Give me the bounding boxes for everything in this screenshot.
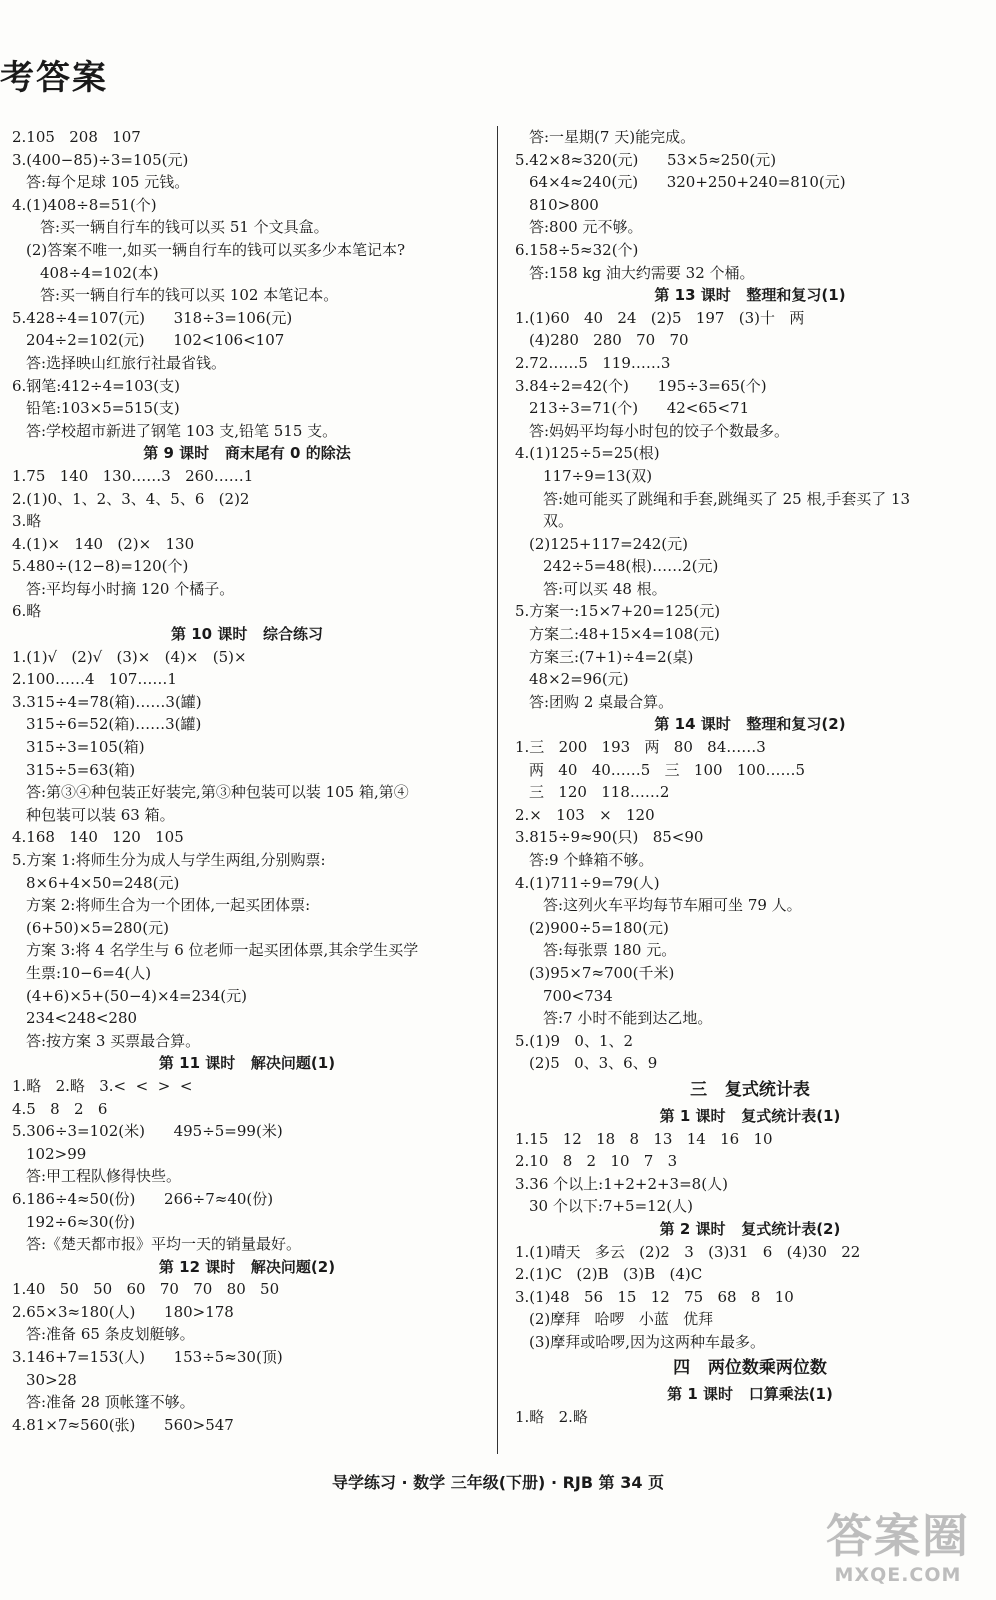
- answer-line: 2.× 103 × 120: [515, 805, 655, 824]
- answer-line: 315÷5=63(箱): [26, 760, 136, 779]
- answer-line: 1.75 140 130……3 260……1: [12, 466, 254, 485]
- answer-line: 5.方案 1:将师生分为成人与学生两组,分别购票:: [12, 851, 326, 869]
- answer-line: 2.(1)C (2)B (3)B (4)C: [515, 1265, 703, 1284]
- answer-line: 1.略 2.略: [515, 1408, 588, 1427]
- answer-line: (2)答案不唯一,如买一辆自行车的钱可以买多少本笔记本?: [26, 240, 406, 259]
- answer-line: 方案二:48+15×4=108(元): [529, 625, 720, 644]
- answer-line: 3.(1)48 56 15 12 75 68 8 10: [515, 1287, 794, 1306]
- answer-line: 315÷6=52(箱)……3(罐): [26, 715, 202, 734]
- answer-line: 4.81×7≈560(张) 560>547: [12, 1415, 234, 1434]
- answer-line: 6.略: [12, 602, 42, 621]
- answer-line: 102>99: [26, 1144, 87, 1163]
- answer-line: 种包装可以装 63 箱。: [26, 805, 175, 824]
- answer-line: 答:这列火车平均每节车厢可坐 79 人。: [543, 896, 802, 915]
- answer-line: 8×6+4×50=248(元): [26, 873, 180, 892]
- answer-line: (2)摩拜 哈啰 小蓝 优拜: [529, 1310, 714, 1329]
- answer-line: 3.(400−85)÷3=105(元): [12, 150, 189, 169]
- answer-line: 2.105 208 107: [12, 128, 141, 146]
- answer-line: 3.36 个以上:1+2+2+3=8(人): [515, 1174, 728, 1193]
- answer-line: 6.钢笔:412÷4=103(支): [12, 376, 181, 395]
- answer-line: 生票:10−6=4(人): [26, 963, 152, 982]
- answer-line: 1.(1)√ (2)√ (3)× (4)× (5)×: [12, 647, 247, 666]
- answer-line: 三 120 118……2: [529, 783, 670, 802]
- watermark-logo: 答案圈: [826, 1509, 970, 1563]
- answer-line: (4+6)×5+(50−4)×4=234(元): [26, 986, 247, 1005]
- lesson-heading: 第 14 课时 整理和复习(2): [654, 715, 846, 734]
- lesson-heading: 第 9 课时 商末尾有 0 的除法: [143, 444, 351, 463]
- answer-line: 2.65×3≈180(人) 180>178: [12, 1302, 234, 1321]
- answer-line: (3)95×7≈700(千米): [529, 963, 675, 982]
- lesson-heading: 第 11 课时 解决问题(1): [158, 1054, 336, 1073]
- answer-line: 48×2=96(元): [529, 670, 629, 689]
- answer-line: 234<248<280: [26, 1009, 138, 1028]
- answer-line: 两 40 40……5 三 100 100……5: [529, 760, 806, 779]
- lesson-heading: 第 12 课时 解决问题(2): [158, 1257, 336, 1276]
- answer-line: 242÷5=48(根)……2(元): [543, 557, 719, 576]
- lesson-heading: 第 1 课时 复式统计表(1): [659, 1106, 841, 1125]
- answer-line: 2.100……4 107……1: [12, 670, 177, 689]
- answer-line: 204÷2=102(元) 102<106<107: [26, 331, 285, 350]
- answer-line: 192÷6≈30(份): [26, 1212, 136, 1231]
- answer-line: (6+50)×5=280(元): [26, 918, 169, 937]
- answer-line: 1.略 2.略 3.< < > <: [12, 1076, 193, 1095]
- answer-line: 答:她可能买了跳绳和手套,跳绳买了 25 根,手套买了 13: [543, 489, 911, 508]
- answer-line: 3.315÷4=78(箱)……3(罐): [12, 692, 202, 711]
- answer-line: 64×4≈240(元) 320+250+240=810(元): [529, 173, 846, 192]
- answer-line: 答:7 小时不能到达乙地。: [543, 1009, 713, 1028]
- answer-line: 答:妈妈平均每小时包的饺子个数最多。: [529, 421, 790, 440]
- lesson-heading: 第 1 课时 口算乘法(1): [667, 1385, 833, 1404]
- watermark: [808, 1508, 988, 1594]
- answer-line: 4.(1)711÷9=79(人): [515, 873, 660, 892]
- answer-line: 铅笔:103×5=515(支): [26, 399, 180, 418]
- answer-line: 5.方案一:15×7+20=125(元): [515, 602, 721, 621]
- answer-line: 810>800: [529, 195, 599, 214]
- answer-line: 5.42×8≈320(元) 53×5≈250(元): [515, 150, 777, 169]
- answer-line: 答:可以买 48 根。: [543, 579, 667, 598]
- answer-line: 5.428÷4=107(元) 318÷3=106(元): [12, 308, 293, 327]
- answer-line: 答:《楚天都市报》平均一天的销量最好。: [26, 1235, 302, 1254]
- answer-line: 4.(1)408÷8=51(个): [12, 195, 157, 214]
- answer-line: 5.306÷3=102(米) 495÷5=99(米): [12, 1122, 283, 1141]
- answer-line: 1.(1)晴天 多云 (2)2 3 (3)31 6 (4)30 22: [515, 1242, 861, 1261]
- page-footer: 导学练习 · 数学 三年级(下册) · RJB 第 34 页: [331, 1473, 665, 1492]
- unit-heading: 四 两位数乘两位数: [673, 1358, 827, 1379]
- answer-line: 1.(1)60 40 24 (2)5 197 (3)十 两: [515, 308, 805, 327]
- answer-line: 4.(1)× 140 (2)× 130: [12, 534, 195, 553]
- lesson-heading: 第 13 课时 整理和复习(1): [654, 286, 846, 305]
- answer-line: 答:平均每小时摘 120 个橘子。: [26, 579, 235, 598]
- answer-line: 315÷3=105(箱): [26, 738, 145, 757]
- answer-line: 答:团购 2 桌最合算。: [529, 692, 674, 711]
- answer-line: 700<734: [543, 986, 613, 1005]
- answer-line: 3.略: [12, 512, 42, 531]
- answer-line: 1.三 200 193 两 80 84……3: [515, 738, 766, 757]
- answer-line: 答:甲工程队修得快些。: [26, 1167, 182, 1186]
- answer-line: 3.84÷2=42(个) 195÷3=65(个): [515, 376, 767, 395]
- answer-line: 30 个以下:7+5=12(人): [529, 1197, 693, 1216]
- left-answer-column: [12, 126, 482, 1436]
- answer-line: 答:158 kg 油大约需要 32 个桶。: [529, 263, 755, 282]
- answer-line: 答:第③④种包装正好装完,第③种包装可以装 105 箱,第④: [26, 783, 409, 802]
- answer-line: 6.186÷4≈50(份) 266÷7≈40(份): [12, 1189, 274, 1208]
- answer-line: 1.15 12 18 8 13 14 16 10: [515, 1129, 773, 1148]
- answer-line: (3)摩拜或哈啰,因为这两种车最多。: [529, 1332, 766, 1351]
- unit-heading: 三 复式统计表: [690, 1079, 810, 1100]
- answer-line: 答:9 个蜂箱不够。: [529, 851, 654, 869]
- answer-line: 答:学校超市新进了钢笔 103 支,铅笔 515 支。: [26, 421, 338, 440]
- watermark-url: MXQE.COM: [834, 1564, 962, 1586]
- answer-line: (2)5 0、3、6、9: [529, 1054, 658, 1073]
- answer-line: 30>28: [26, 1370, 77, 1389]
- answer-line: 4.5 8 2 6: [12, 1099, 108, 1118]
- answer-line: 2.(1)0、1、2、3、4、5、6 (2)2: [12, 489, 250, 508]
- answer-line: 3.815÷9≈90(只) 85<90: [515, 828, 704, 847]
- answer-line: 答:一星期(7 天)能完成。: [529, 128, 696, 146]
- answer-line: 117÷9=13(双): [543, 466, 653, 485]
- answer-line: 答:选择映山红旅行社最省钱。: [26, 353, 227, 372]
- answer-line: 408÷4=102(本): [40, 263, 159, 282]
- answer-line: 答:每张票 180 元。: [543, 941, 677, 960]
- answer-line: 答:800 元不够。: [529, 218, 643, 237]
- page-title: 考答案: [0, 58, 108, 98]
- answer-line: 3.146+7=153(人) 153÷5≈30(顶): [12, 1348, 283, 1367]
- answer-line: 4.168 140 120 105: [12, 828, 184, 847]
- lesson-heading: 第 10 课时 综合练习: [171, 625, 323, 644]
- answer-line: 方案三:(7+1)÷4=2(桌): [529, 647, 694, 666]
- answer-line: 6.158÷5≈32(个): [515, 240, 639, 259]
- answer-line: 答:准备 65 条皮划艇够。: [26, 1325, 195, 1344]
- answer-line: 答:每个足球 105 元钱。: [26, 173, 190, 192]
- column-divider: [497, 126, 498, 1454]
- answer-line: 5.(1)9 0、1、2: [515, 1031, 634, 1050]
- right-answer-column: [515, 126, 985, 1429]
- answer-line: (2)125+117=242(元): [529, 534, 688, 553]
- answer-line: 5.480÷(12−8)=120(个): [12, 557, 189, 576]
- answer-line: 答:准备 28 顶帐篷不够。: [26, 1393, 195, 1412]
- answer-line: 方案 2:将师生合为一个团体,一起买团体票:: [26, 896, 311, 915]
- answer-line: (4)280 280 70 70: [529, 331, 689, 350]
- answer-line: 答:买一辆自行车的钱可以买 102 本笔记本。: [40, 286, 339, 305]
- answer-line: 双。: [543, 512, 574, 531]
- answer-line: 213÷3=71(个) 42<65<71: [529, 399, 750, 418]
- answer-line: 2.10 8 2 10 7 3: [515, 1152, 678, 1171]
- answer-line: 答:买一辆自行车的钱可以买 51 个文具盒。: [40, 218, 329, 237]
- answer-line: (2)900÷5=180(元): [529, 918, 669, 937]
- lesson-heading: 第 2 课时 复式统计表(2): [659, 1219, 841, 1238]
- answer-line: 方案 3:将 4 名学生与 6 位老师一起买团体票,其余学生买学: [26, 941, 419, 960]
- answer-line: 1.40 50 50 60 70 70 80 50: [12, 1280, 280, 1299]
- answer-line: 2.72……5 119……3: [515, 353, 671, 372]
- answer-line: 4.(1)125÷5=25(根): [515, 444, 660, 463]
- answer-line: 答:按方案 3 买票最合算。: [26, 1031, 201, 1050]
